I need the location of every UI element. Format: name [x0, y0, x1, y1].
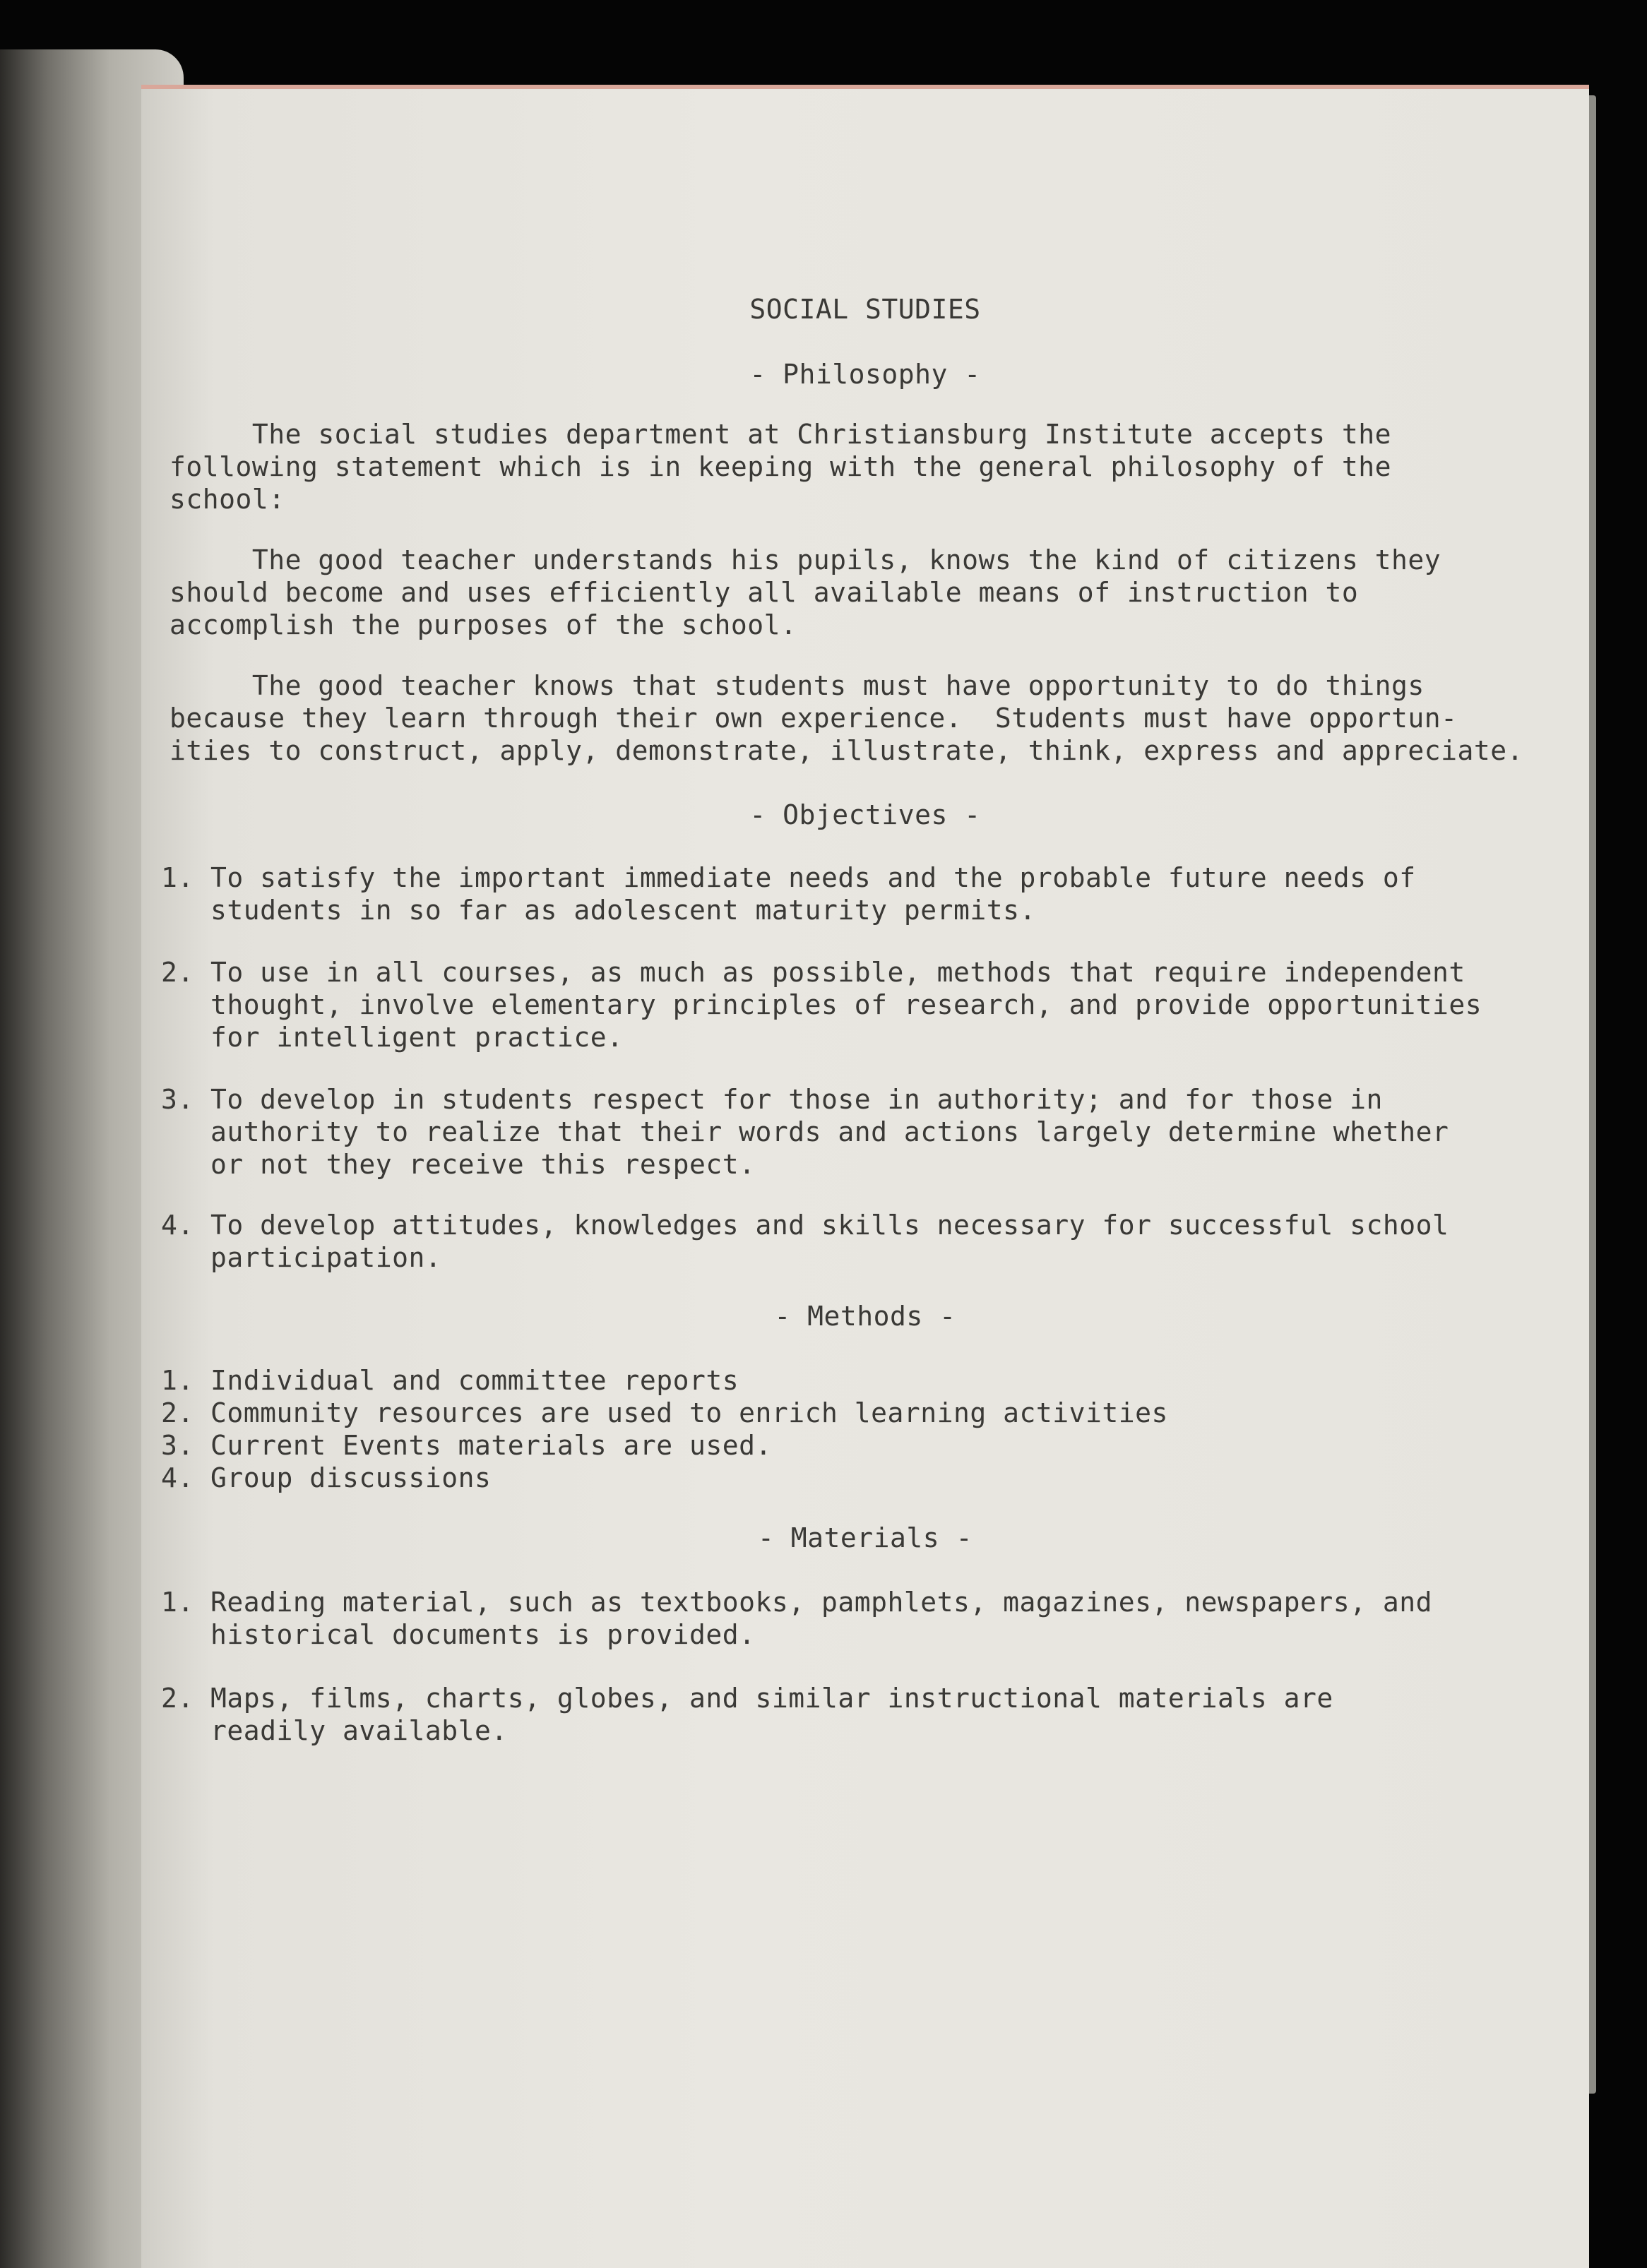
item-text: Current Events materials are used.: [210, 1430, 772, 1461]
item-text: To develop attitudes, knowledges and skills necessary for successful school participation.: [210, 1210, 1449, 1273]
list-item: [161, 1209, 1566, 1274]
philosophy-paragraph: The good teacher knows that students must have opportunity to do things because they learn through their own experience. Students must have opportun- ities to construct, apply, demonstrate, illustrate, think, express and appreciate.: [170, 670, 1523, 766]
item-text: Reading material, such as textbooks, pamphlets, magazines, newspapers, and historical documents is provided.: [210, 1587, 1432, 1650]
list-item: [161, 1083, 1566, 1181]
list-item: [161, 1397, 1566, 1429]
item-text: Maps, films, charts, globes, and similar instructional materials are readily available.: [210, 1683, 1333, 1746]
item-number: 3.: [161, 1430, 194, 1461]
item-number: 4.: [161, 1210, 194, 1241]
philosophy-paragraph: The social studies department at Christiansburg Institute accepts the following statement which is in keeping with the general philosophy of the school:: [170, 419, 1391, 515]
item-number: 2.: [161, 1683, 194, 1714]
list-item: [161, 1364, 1566, 1397]
philosophy-heading: - Philosophy -: [749, 359, 981, 390]
list-item: [161, 1682, 1566, 1747]
item-number: 1.: [161, 1587, 194, 1618]
list-item: [161, 1462, 1566, 1494]
item-number: 1.: [161, 1365, 194, 1396]
objectives-heading: - Objectives -: [749, 799, 981, 830]
item-number: 1.: [161, 862, 194, 893]
item-text: To satisfy the important immediate needs and the probable future needs of students in so far as adolescent maturity permits.: [210, 862, 1416, 926]
list-item: [161, 1586, 1566, 1651]
list-item: [161, 956, 1566, 1054]
item-number: 4.: [161, 1462, 194, 1493]
item-text: Community resources are used to enrich learning activities: [210, 1397, 1168, 1428]
item-text: Individual and committee reports: [210, 1365, 739, 1396]
methods-heading: - Methods -: [774, 1301, 956, 1332]
materials-heading: - Materials -: [758, 1522, 973, 1553]
item-number: 3.: [161, 1084, 194, 1115]
item-number: 2.: [161, 1397, 194, 1428]
item-number: 2.: [161, 957, 194, 988]
document-page: [141, 85, 1589, 2268]
list-item: [161, 1429, 1566, 1462]
item-text: To use in all courses, as much as possible, methods that require independent thought, involve elementary principles of research, and provide opportunities for intelligent practice.: [210, 957, 1482, 1053]
item-text: Group discussions: [210, 1462, 492, 1493]
item-text: To develop in students respect for those in authority; and for those in authority to realize that their words and actions largely determine whether or not they receive this respect.: [210, 1084, 1449, 1180]
document-title: SOCIAL STUDIES: [749, 294, 981, 325]
philosophy-paragraph: The good teacher understands his pupils, knows the kind of citizens they should become and uses efficiently all available means of instruction to accomplish the purposes of the school.: [170, 544, 1441, 640]
list-item: [161, 861, 1566, 926]
